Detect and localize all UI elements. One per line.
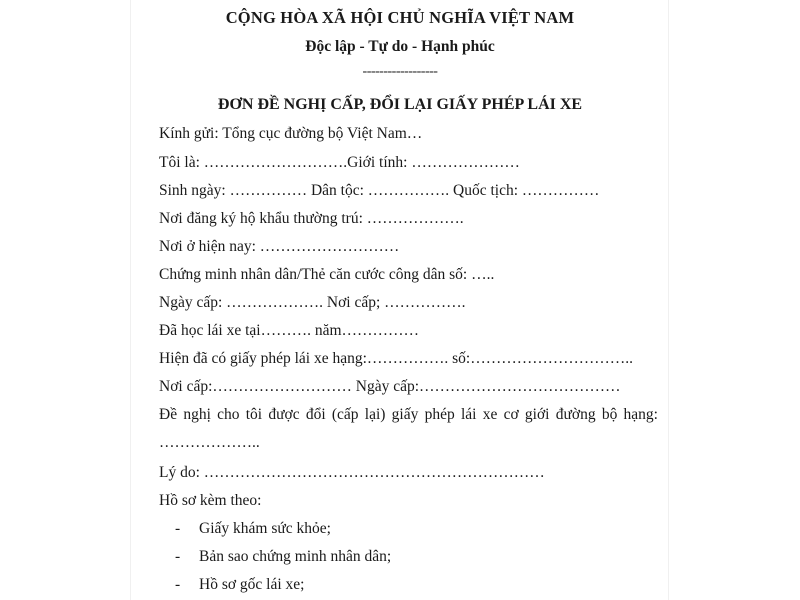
attachments-label: Hồ sơ kèm theo: <box>159 492 262 509</box>
birth-ethnicity-nationality-line: Sinh ngày: …………… Dân tộc: ……………. Quốc tịch: …………… <box>159 182 600 199</box>
current-address-line: Nơi ở hiện nay: ……………………… <box>159 238 400 255</box>
permanent-residence-line: Nơi đăng ký hộ khẩu thường trú: ………………. <box>159 210 464 227</box>
request-line: Đề nghị cho tôi được đổi (cấp lại) giấy phép lái xe cơ giới đường bộ hạng: <box>159 406 658 423</box>
header-separator: ------------------ <box>362 64 438 79</box>
national-motto: Độc lập - Tự do - Hạnh phúc <box>305 38 495 55</box>
current-license-line: Hiện đã có giấy phép lái xe hạng:……………. số:………………………….. <box>159 350 633 367</box>
reason-line: Lý do: ………………………………………………………… <box>159 464 545 481</box>
attachment-item <box>175 520 331 538</box>
request-class-fill: ……………….. <box>159 434 260 451</box>
attachment-item <box>175 548 391 566</box>
attachment-text: Giấy khám sức khỏe; <box>199 520 331 537</box>
page-edge-right <box>668 0 669 600</box>
id-issue-line: Ngày cấp: ………………. Nơi cấp; ……………. <box>159 294 466 311</box>
bullet-dash: - <box>175 548 181 565</box>
name-gender-line: Tôi là: ……………………….Giới tính: ………………… <box>159 154 520 171</box>
license-issue-line: Nơi cấp:……………………… Ngày cấp:………………………………… <box>159 378 621 395</box>
attachment-text: Bản sao chứng minh nhân dân; <box>199 548 392 565</box>
page-edge-left <box>130 0 131 600</box>
bullet-dash: - <box>175 520 181 537</box>
form-title: ĐƠN ĐỀ NGHỊ CẤP, ĐỔI LẠI GIẤY PHÉP LÁI XE <box>217 96 583 113</box>
bullet-dash: - <box>175 576 181 593</box>
id-number-line: Chứng minh nhân dân/Thẻ căn cước công dân số: ….. <box>159 266 495 283</box>
driving-school-line: Đã học lái xe tại………. năm…………… <box>159 322 420 339</box>
attachment-item <box>175 576 304 594</box>
national-title: CỘNG HÒA XÃ HỘI CHỦ NGHĨA VIỆT NAM <box>225 8 575 27</box>
attachment-text: Hồ sơ gốc lái xe; <box>199 576 305 593</box>
addressee-line: Kính gửi: Tổng cục đường bộ Việt Nam… <box>159 125 423 142</box>
